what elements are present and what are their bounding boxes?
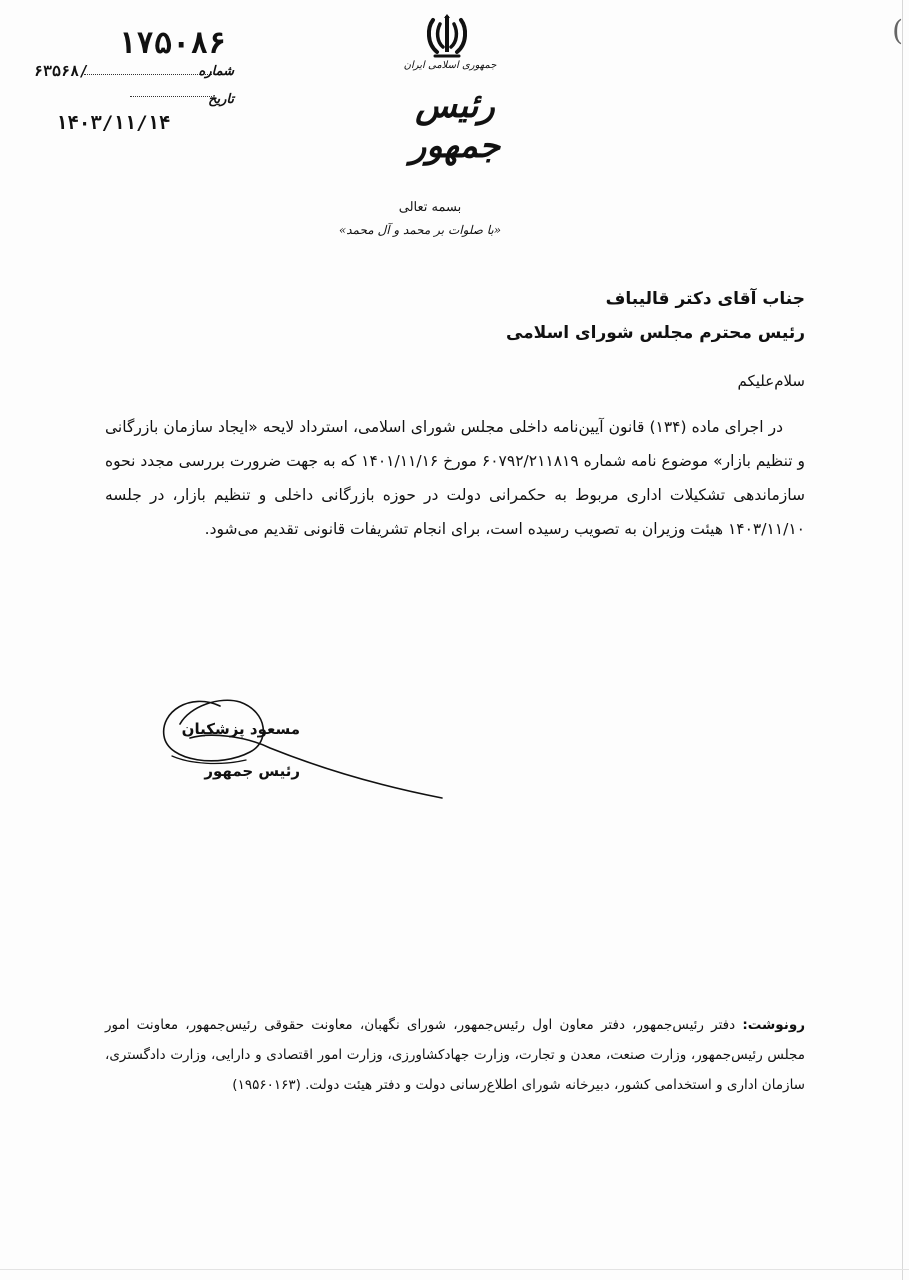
cc-recipients: دفتر رئیس‌جمهور، دفتر معاون اول رئیس‌جمهور، شورای نگهبان، معاونت حقوقی رئیس‌جمهور، معاونت امور مجلس رئیس‌جمهور، وزارت صنعت، معدن و تجارت، وزارت جهادکشاورزی، وزارت امور اقتصادی و دارایی، وزارت دادگستری، سازمان اداری و استخدامی کشور، دبیرخانه شورای اطلاع‌رسانی دولت و دفتر هیئت دولت. (۱۹۵۶۰۱۶۳) bbox=[105, 1017, 805, 1093]
registration-number: ۱۷۵۰۸۶ bbox=[118, 26, 227, 61]
greeting: سلام‌علیکم bbox=[737, 372, 805, 390]
page-edge-bottom bbox=[0, 1269, 909, 1270]
cc-label: رونوشت: bbox=[742, 1017, 805, 1033]
recipient-block bbox=[305, 282, 805, 350]
letter-number-label: شماره bbox=[198, 64, 234, 79]
bismillah: بسمه تعالی bbox=[398, 200, 462, 215]
office-title: رئیس جمهور bbox=[409, 86, 501, 166]
signer-block bbox=[150, 708, 300, 792]
signer-title: رئیس جمهور bbox=[204, 762, 300, 780]
letter-date-row bbox=[34, 90, 234, 134]
country-name: جمهوری اسلامی ایران bbox=[403, 60, 497, 71]
letter-date-value: ۱۴۰۳/۱۱/۱۴ bbox=[56, 112, 171, 134]
scan-margin-mark: ( bbox=[892, 14, 903, 47]
letter-number-row bbox=[34, 62, 234, 90]
recipient-title: رئیس محترم مجلس شورای اسلامی bbox=[505, 323, 805, 343]
body-paragraph: در اجرای ماده (۱۳۴) قانون آیین‌نامه داخلی مجلس شورای اسلامی، استرداد لایحه «ایجاد سازمان بازرگانی و تنظیم بازار» موضوع نامه شماره ۶۰۷۹۲/۲۱۱۸۱۹ مورخ ۱۴۰۱/۱۱/۱۶ که به جهت ضرورت بررسی مجدد نحوه سازماندهی تشکیلات اداری مربوط به حکمرانی دولت در حوزه بازرگانی داخلی و تنظیم بازار، در جلسه ۱۴۰۳/۱۱/۱۰ هیئت وزیران به تصویب رسیده است، برای انجام تشریفات قانونی تقدیم می‌شود. bbox=[105, 418, 805, 538]
letter-meta bbox=[34, 62, 234, 134]
salawat: «با صلوات بر محمد و آل محمد» bbox=[338, 223, 502, 237]
cc-block bbox=[105, 1010, 805, 1100]
iran-emblem-icon bbox=[425, 14, 469, 60]
dotted-line bbox=[130, 96, 212, 97]
recipient-name: جناب آقای دکتر قالیباف bbox=[605, 289, 805, 309]
signer-name: مسعود پزشکیان bbox=[181, 720, 300, 738]
letter-date-label: تاریخ bbox=[208, 92, 234, 107]
page-edge-right bbox=[902, 0, 903, 1280]
dotted-line bbox=[84, 74, 212, 75]
letter-number-value: ۶۳۵۶۸/ bbox=[34, 62, 89, 80]
letter-body bbox=[105, 410, 805, 546]
